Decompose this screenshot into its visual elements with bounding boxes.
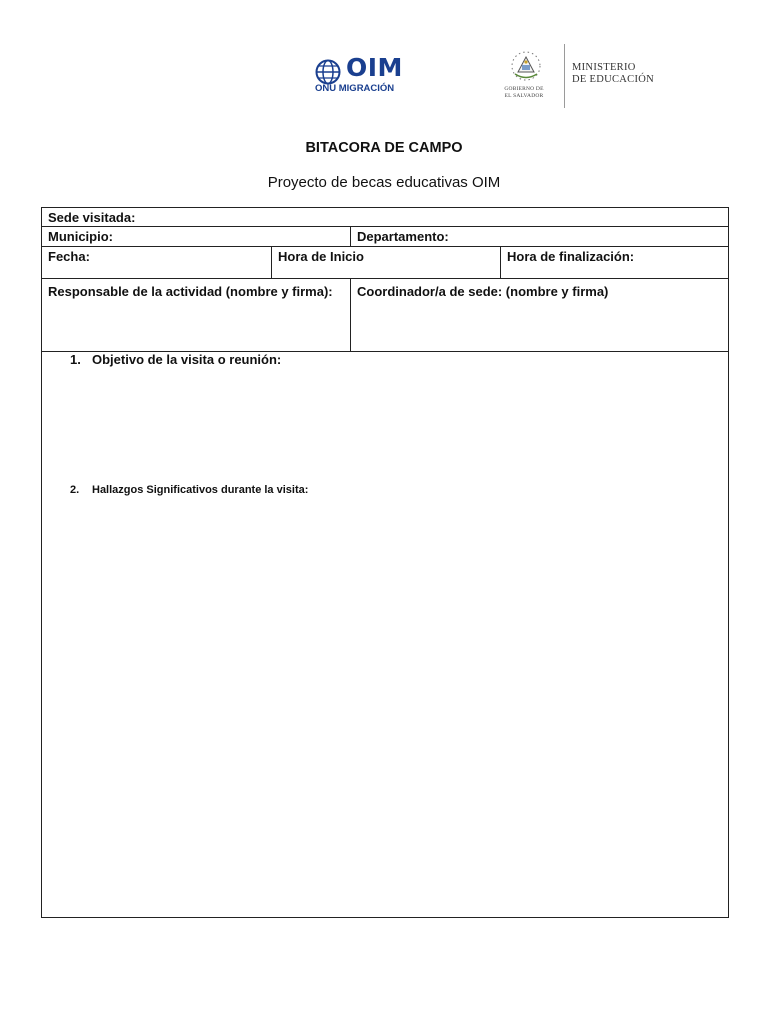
government-logo — [500, 44, 660, 114]
departamento-field[interactable]: Departamento: — [350, 227, 728, 246]
section-objective-number: 1. — [70, 352, 81, 367]
section-objective-label: Objetivo de la visita o reunión: — [92, 352, 282, 367]
hora-fin-field[interactable]: Hora de finalización: — [500, 247, 728, 278]
section-findings-number: 2. — [70, 484, 80, 496]
page-subtitle: Proyecto de becas educativas OIM — [267, 174, 501, 191]
coordinador-field[interactable]: Coordinador/a de sede: (nombre y firma) — [350, 279, 728, 351]
row-datetime — [42, 247, 728, 279]
hora-inicio-field[interactable]: Hora de Inicio — [271, 247, 500, 278]
row-signatures — [42, 279, 728, 352]
globe-emblem-icon — [315, 59, 341, 85]
sede-field[interactable]: Sede visitada: — [48, 210, 136, 225]
section-findings[interactable] — [70, 484, 308, 496]
ministry-name: MINISTERIO DE EDUCACIÓN — [572, 62, 655, 85]
coat-of-arms-icon — [508, 48, 544, 84]
oim-logo-text: OIM — [346, 53, 403, 82]
row-location — [42, 227, 728, 247]
header-logos — [0, 44, 768, 114]
oim-logo-subtitle: ONU MIGRACIÓN — [315, 83, 395, 94]
government-small-text: GOBIERNO DE EL SALVADOR — [504, 86, 544, 99]
row-sede — [42, 208, 728, 227]
section-findings-label: Hallazgos Significativos durante la visita: — [92, 484, 309, 496]
municipio-field[interactable]: Municipio: — [48, 229, 113, 244]
page-title: BITACORA DE CAMPO — [305, 140, 463, 156]
logo-divider — [564, 44, 565, 108]
section-objective[interactable] — [70, 352, 281, 367]
field-log-form — [41, 207, 729, 918]
fecha-field[interactable]: Fecha: — [48, 249, 90, 264]
oim-logo — [313, 53, 409, 96]
responsable-field[interactable]: Responsable de la actividad (nombre y firma): — [48, 284, 333, 299]
